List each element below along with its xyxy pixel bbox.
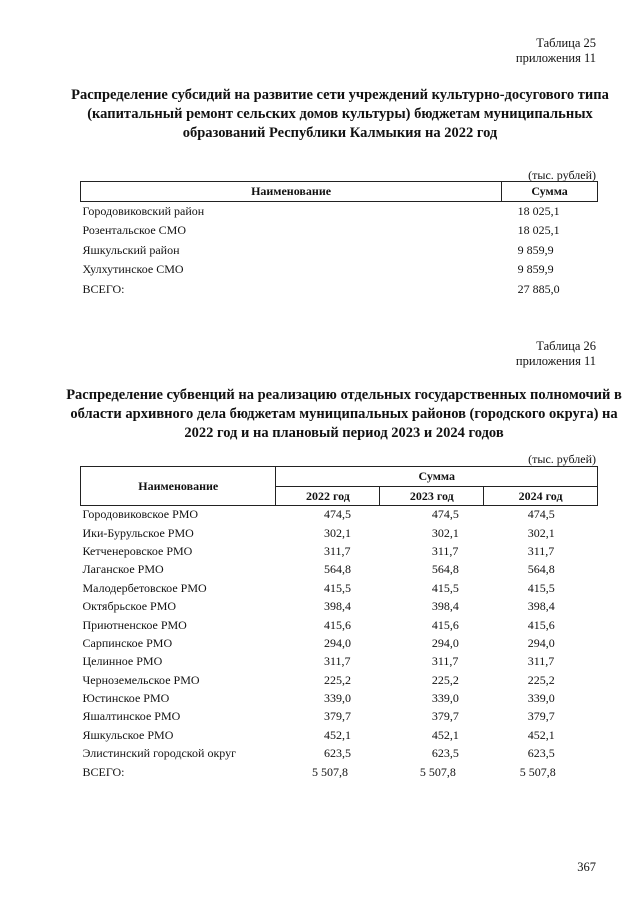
table26-row-value: 311,7: [527, 543, 555, 558]
table25-title: Распределение субсидий на развитие сети учреждений культурно-досугового типа (капитальный ремонт сельских домов культуры) бюджетам муниципальных образований Республики Калмыкия на 2022 год: [71, 87, 609, 141]
table26-total-row: [81, 763, 598, 781]
table26-row-value: 452,1: [323, 727, 351, 742]
table25-row-value: 18 025,1: [517, 204, 560, 218]
table26-row-value: 415,6: [431, 617, 459, 632]
table-row: [81, 653, 598, 671]
table25-label: [516, 36, 596, 66]
table26-row-value: 474,5: [527, 507, 555, 522]
table25-row-name: Городовиковский район: [82, 204, 205, 218]
table26-row-value: 623,5: [323, 746, 351, 761]
table26-row-value: 415,5: [527, 580, 555, 595]
table25-row-name: ВСЕГО:: [82, 281, 125, 296]
table26-row-value: 5 507,8: [419, 764, 456, 779]
table26-appendix: приложения 11: [515, 354, 596, 368]
table26-row-value: 5 507,8: [519, 764, 556, 779]
table25: [80, 181, 598, 299]
table26-title: Распределение субвенций на реализацию отдельных государственных полномочий в области архивного дела бюджетам муниципальных районов (городского округа) на 2022 год и на плановый период 2023 и 2024 годов: [66, 387, 622, 441]
table26-row-value: 311,7: [323, 654, 351, 669]
table26-row-value: 294,0: [431, 635, 459, 650]
table-row: [81, 561, 598, 579]
table26-row-value: 564,8: [431, 562, 459, 577]
table26-row-value: 415,6: [323, 617, 351, 632]
table26-unit: (тыс. рублей): [528, 452, 596, 466]
table26-row-value: 452,1: [527, 727, 555, 742]
table26-row-value: 452,1: [431, 727, 459, 742]
table26-row-value: 398,4: [323, 599, 351, 614]
table-row: [81, 671, 598, 689]
table-row: [81, 634, 598, 652]
table26-row-name: Элистинский городской округ: [82, 746, 237, 761]
table-row: [81, 689, 598, 707]
table-row: [81, 616, 598, 634]
table26-row-name: Октябрьское РМО: [82, 599, 177, 614]
table25-row-name: Розентальское СМО: [82, 223, 187, 238]
table25-header-sum: Сумма: [502, 182, 598, 202]
table26-row-name: Ики-Бурульское РМО: [82, 525, 194, 540]
table-row: [81, 745, 598, 763]
table26-row-value: 225,2: [527, 672, 555, 687]
table26-row-value: 294,0: [527, 635, 555, 650]
table-row: [81, 260, 598, 280]
table26: [80, 466, 598, 781]
table26-row-value: 379,7: [527, 709, 555, 724]
table-row: [81, 708, 598, 726]
table25-row-value: 9 859,9: [517, 242, 554, 257]
table26-row-name: Сарпинское РМО: [82, 635, 173, 650]
table26-row-name: Кетченеровское РМО: [82, 543, 193, 558]
table26-row-value: 474,5: [323, 507, 351, 522]
table-row: [81, 506, 598, 524]
table-row: [81, 524, 598, 542]
table26-row-name: Приютненское РМО: [82, 617, 187, 632]
table25-header-name: Наименование: [81, 182, 502, 202]
table26-header-name: Наименование: [81, 467, 276, 506]
table26-row-value: 302,1: [431, 525, 459, 540]
table26-row-name: Яшкульское РМО: [82, 727, 174, 742]
table26-row-value: 623,5: [527, 746, 555, 761]
table-row: [81, 597, 598, 615]
table26-row-value: 339,0: [431, 691, 459, 706]
page-number: 367: [577, 860, 596, 874]
table26-row-name: Целинное РМО: [82, 654, 163, 669]
table26-header-2022: 2022 год: [276, 487, 380, 506]
table-row: [81, 542, 598, 560]
table25-row-name: Хулхутинское СМО: [82, 262, 184, 277]
table25-row-value: 27 885,0: [517, 281, 560, 296]
table26-row-value: 398,4: [527, 599, 555, 614]
table26-row-value: 339,0: [527, 691, 555, 706]
table26-row-name: ВСЕГО:: [82, 764, 125, 779]
table26-row-value: 302,1: [527, 525, 555, 540]
table26-row-name: Лаганское РМО: [82, 562, 164, 577]
table26-header-2024: 2024 год: [484, 487, 598, 506]
table-row: [81, 726, 598, 744]
table26-row-name: Юстинское РМО: [82, 691, 170, 706]
table26-row-value: 311,7: [431, 654, 459, 669]
table25-row-value: 9 859,9: [517, 262, 554, 277]
table26-row-value: 379,7: [431, 709, 459, 724]
table-row: [81, 221, 598, 241]
table26-row-value: 311,7: [527, 654, 555, 669]
table26-row-value: 564,8: [323, 562, 351, 577]
table26-row-value: 474,5: [431, 507, 459, 522]
table26-row-value: 379,7: [323, 709, 351, 724]
table-row: [81, 579, 598, 597]
table26-row-value: 415,5: [431, 580, 459, 595]
table26-row-value: 5 507,8: [311, 764, 348, 779]
table25-row-value: 18 025,1: [517, 223, 560, 238]
table26-row-value: 415,6: [527, 617, 555, 632]
table26-row-value: 294,0: [323, 635, 351, 650]
table26-row-value: 225,2: [323, 672, 351, 687]
table26-label: [516, 339, 596, 369]
table26-row-value: 339,0: [323, 691, 351, 706]
table26-row-value: 564,8: [527, 562, 555, 577]
table26-row-value: 415,5: [323, 580, 351, 595]
table26-row-name: Яшалтинское РМО: [82, 709, 181, 724]
table26-row-value: 398,4: [431, 599, 459, 614]
table-row: [81, 280, 598, 300]
table26-row-value: 311,7: [323, 543, 351, 558]
table26-row-value: 623,5: [431, 746, 459, 761]
table26-row-name: Малодербетовское РМО: [82, 580, 207, 595]
table25-number: Таблица 25: [536, 36, 596, 50]
table26-row-name: Черноземельское РМО: [82, 672, 200, 687]
table26-header-sum: Сумма: [276, 467, 598, 487]
table25-row-name: Яшкульский район: [82, 242, 180, 257]
table26-row-value: 302,1: [323, 525, 351, 540]
table25-appendix: приложения 11: [515, 51, 596, 65]
table26-row-value: 225,2: [431, 672, 459, 687]
table25-unit: (тыс. рублей): [528, 168, 596, 182]
table26-number: Таблица 26: [536, 339, 596, 353]
table-row: [81, 202, 598, 222]
table26-row-name: Городовиковское РМО: [82, 507, 199, 522]
table26-header-2023: 2023 год: [380, 487, 484, 506]
table26-row-value: 311,7: [431, 543, 459, 558]
table-row: [81, 241, 598, 261]
